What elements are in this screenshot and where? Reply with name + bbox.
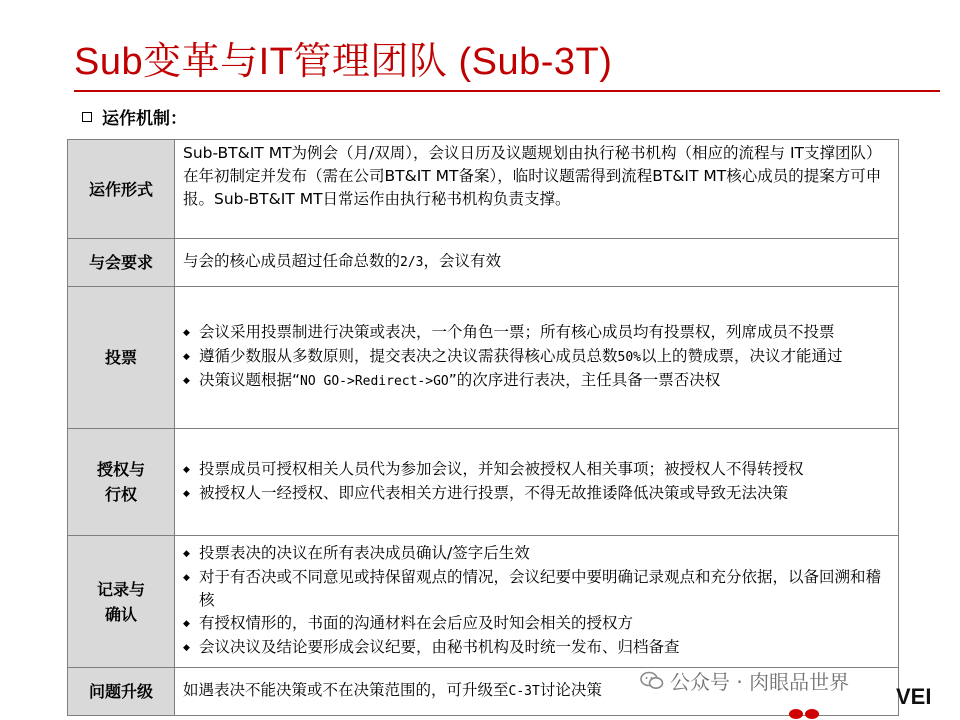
table-row: [68, 536, 899, 668]
row-label: 问题升级: [68, 668, 175, 716]
text-part: 与会的核心成员超过任命总数的: [183, 252, 401, 270]
row-content: Sub-BT&IT MT为例会（月/双周），会议日历及议题规划由执行秘书机构（相应的流程与 IT支撑团队）在年初制定并发布（需在公司BT&IT MT备案），临时议题需得到流程BT&IT MT核心成员的提案方可申报。Sub-BT&IT MT日常运作由执行秘书机构负责支撑。: [175, 140, 899, 239]
table-row: [68, 140, 899, 239]
list-item: ◆ 遵循少数服从多数原则，提交表决之决议需获得核心成员总数50%以上的赞成票，决议才能通过: [183, 345, 890, 369]
diamond-bullet-icon: ◆: [183, 619, 190, 629]
diamond-bullet-icon: ◆: [183, 643, 190, 653]
row-content: 如遇表决不能决策或不在决策范围的，可升级至C-3T讨论决策: [175, 668, 899, 716]
percent-value: 50%: [617, 350, 641, 365]
title-underline: [74, 90, 940, 92]
row-label: 授权与 行权: [68, 429, 175, 536]
page-title: Sub变革与IT管理团队 (Sub-3T): [74, 41, 613, 83]
fraction-value: 2/3: [400, 255, 424, 270]
row-label: 运作形式: [68, 140, 175, 239]
row-label: 与会要求: [68, 239, 175, 287]
list-item: ◆ 投票表决的决议在所有表决成员确认/签字后生效: [183, 542, 890, 566]
row-content: [175, 429, 899, 536]
square-bullet-icon: [82, 112, 92, 122]
row-label: 记录与 确认: [68, 536, 175, 668]
section-heading: [82, 104, 187, 129]
list-item: ◆ 决策议题根据“NO GO->Redirect->GO”的次序进行表决，主任具备一票否决权: [183, 369, 890, 393]
brand-logo-icon: [788, 706, 828, 720]
mechanism-table: [67, 139, 899, 716]
table-row: [68, 287, 899, 429]
row-label: 投票: [68, 287, 175, 429]
code-ref: C-3T: [508, 684, 540, 699]
diamond-bullet-icon: ◆: [183, 573, 190, 583]
diamond-bullet-icon: ◆: [183, 464, 190, 475]
text-part: ，会议有效: [423, 252, 502, 270]
diamond-bullet-icon: ◆: [183, 352, 190, 362]
row-content: [175, 239, 899, 287]
row-content: [175, 536, 899, 668]
diamond-bullet-icon: ◆: [183, 488, 190, 499]
wechat-icon: [640, 671, 664, 691]
list-item: ◆ 投票成员可授权相关人员代为参加会议，并知会被授权人相关事项；被授权人不得转授权: [183, 458, 890, 482]
watermark: [640, 666, 849, 695]
brand-logo-text: VEI: [896, 684, 932, 709]
list-item: ◆ 会议采用投票制进行决策或表决，一个角色一票；所有核心成员均有投票权，列席成员不投票: [183, 321, 890, 345]
watermark-text: 公众号 · 肉眼品世界: [670, 670, 850, 694]
diamond-bullet-icon: ◆: [183, 328, 190, 338]
code-sequence: NO GO->Redirect->GO: [300, 374, 449, 389]
diamond-bullet-icon: ◆: [183, 376, 190, 386]
list-item: ◆ 会议决议及结论要形成会议纪要，由秘书机构及时统一发布、归档备查: [183, 636, 890, 660]
list-item: ◆ 有授权情形的，书面的沟通材料在会后应及时知会相关的授权方: [183, 612, 890, 636]
row-content: [175, 287, 899, 429]
diamond-bullet-icon: ◆: [183, 549, 190, 559]
list-item: ◆ 被授权人一经授权、即应代表相关方进行投票，不得无故推诿降低决策或导致无法决策: [183, 482, 890, 506]
section-heading-text: 运作机制：: [102, 109, 187, 129]
list-item: ◆ 对于有否决或不同意见或持保留观点的情况，会议纪要中要明确记录观点和充分依据，以备回溯和稽核: [183, 566, 890, 612]
table-row: [68, 239, 899, 287]
table-row: [68, 429, 899, 536]
